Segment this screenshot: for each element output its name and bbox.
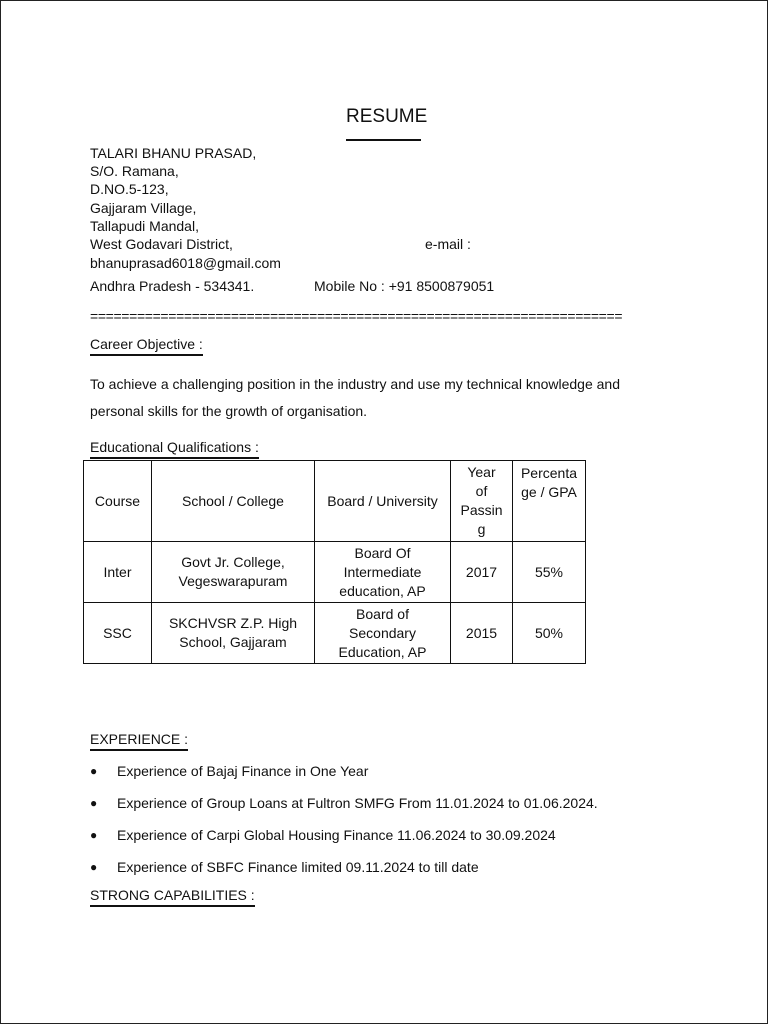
row-board — [315, 603, 451, 664]
row-board-line: Secondary — [349, 624, 416, 641]
header-course: Course — [84, 461, 152, 542]
bullet-icon: ● — [90, 764, 98, 778]
bullet-icon: ● — [90, 860, 98, 874]
table-row — [84, 603, 586, 664]
door-number: D.NO.5-123, — [90, 181, 169, 197]
mandal: Tallapudi Mandal, — [90, 218, 199, 234]
row-year: 2015 — [451, 603, 513, 664]
header-year-line: g — [477, 521, 486, 537]
row-board-line: Board Of — [354, 544, 411, 561]
row-school-line: Govt Jr. College, — [181, 554, 285, 570]
title-underline — [346, 139, 421, 141]
row-percentage: 50% — [513, 603, 586, 664]
district: West Godavari District, — [90, 236, 233, 252]
experience-heading — [90, 730, 188, 748]
experience-item: Experience of Bajaj Finance in One Year — [117, 763, 369, 779]
header-year-line: of — [475, 483, 488, 499]
row-school — [152, 542, 315, 603]
career-objective-heading — [90, 335, 203, 353]
parent-name: S/O. Ramana, — [90, 163, 179, 179]
header-percentage — [513, 461, 586, 542]
applicant-name: TALARI BHANU PRASAD, — [90, 145, 257, 161]
email-label: e-mail : — [425, 236, 471, 252]
header-percentage-line: Percenta — [520, 465, 578, 481]
education-heading-text: Educational Qualifications : — [90, 439, 259, 459]
page-title: RESUME — [346, 106, 428, 127]
mobile-number: Mobile No : +91 8500879051 — [314, 278, 495, 294]
capabilities-heading — [90, 886, 255, 904]
experience-heading-text: EXPERIENCE : — [90, 731, 188, 751]
table-header-row — [84, 461, 586, 542]
header-school: School / College — [152, 461, 315, 542]
header-percentage-line: ge / GPA — [521, 484, 577, 500]
row-board-line: education, AP — [339, 582, 426, 599]
header-year-line: Passin — [460, 502, 503, 518]
header-board: Board / University — [315, 461, 451, 542]
bullet-icon: ● — [90, 796, 98, 810]
row-course: SSC — [84, 603, 152, 664]
header-year-line: Year — [467, 464, 496, 480]
experience-item: Experience of SBFC Finance limited 09.11.2024 to till date — [117, 859, 479, 875]
row-school-line: School, Gajjaram — [179, 634, 287, 650]
row-percentage: 55% — [513, 542, 586, 603]
row-board — [315, 542, 451, 603]
education-heading — [90, 438, 259, 456]
row-year: 2017 — [451, 542, 513, 603]
row-school — [152, 603, 315, 664]
bullet-icon: ● — [90, 828, 98, 842]
capabilities-heading-text: STRONG CAPABILITIES : — [90, 887, 255, 907]
row-school-line: Vegeswarapuram — [178, 573, 288, 589]
header-year — [451, 461, 513, 542]
state-pincode: Andhra Pradesh - 534341. — [90, 278, 255, 294]
row-board-line: Intermediate — [343, 563, 422, 580]
row-school-line: SKCHVSR Z.P. High — [168, 615, 298, 631]
village: Gajjaram Village, — [90, 200, 197, 216]
career-objective-line-1: To achieve a challenging position in the industry and use my technical knowledge and — [90, 376, 621, 392]
experience-item: Experience of Group Loans at Fultron SMFG From 11.01.2024 to 01.06.2024. — [117, 795, 598, 811]
career-objective-line-2: personal skills for the growth of organisation. — [90, 403, 368, 419]
education-table — [83, 460, 586, 664]
table-row — [84, 542, 586, 603]
experience-item: Experience of Carpi Global Housing Finance 11.06.2024 to 30.09.2024 — [117, 827, 556, 843]
career-objective-heading-text: Career Objective : — [90, 336, 203, 356]
separator-line: ==================================================================== — [90, 308, 623, 324]
row-course: Inter — [84, 542, 152, 603]
row-board-line: Education, AP — [338, 643, 427, 660]
row-board-line: Board of — [356, 605, 409, 622]
email-address: bhanuprasad6018@gmail.com — [90, 255, 281, 271]
